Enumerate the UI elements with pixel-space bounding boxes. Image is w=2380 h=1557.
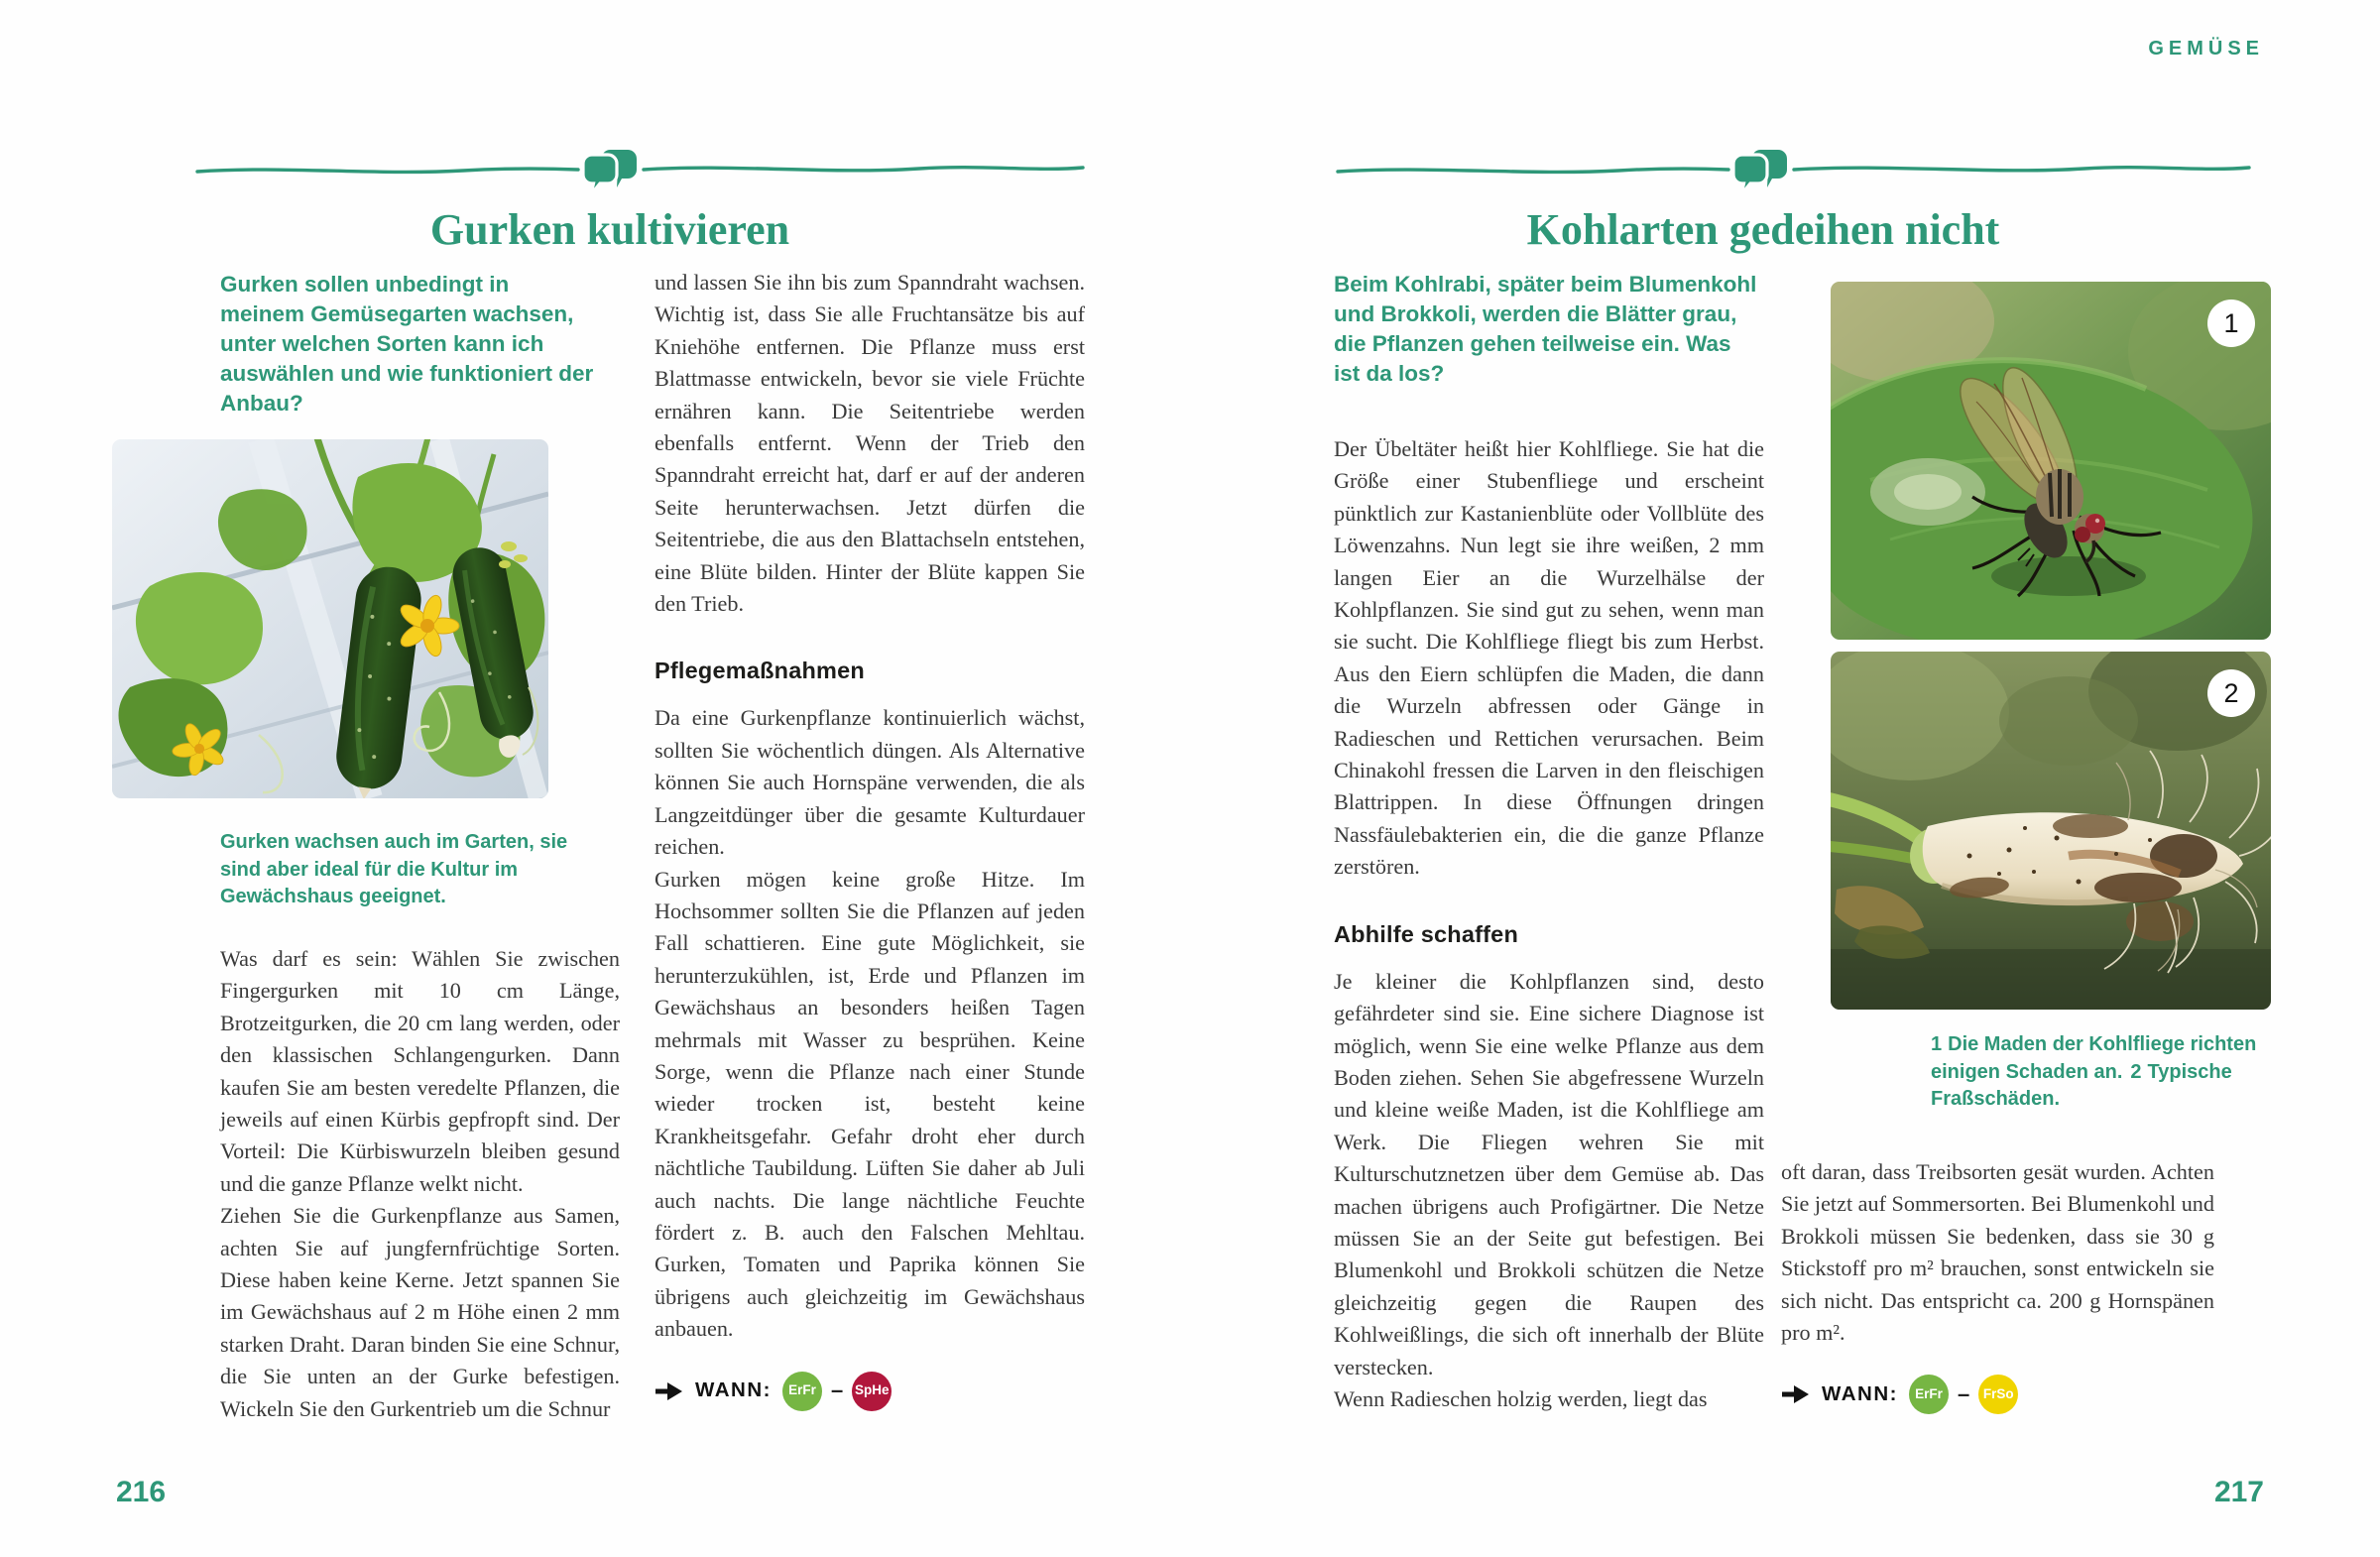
- section-heading: Pflegemaßnahmen: [654, 658, 865, 684]
- paragraph: Da eine Gurkenpflanze kontinuierlich wächst, sollten Sie wöchentlich düngen. Als Alternative können Sie auch Hornspäne verwenden, die als Langzeitdünger über die gesamte Kulturdauer reichen.: [654, 705, 1085, 860]
- paragraph: und lassen Sie ihn bis zum Spanndraht wachsen. Wichtig ist, dass Sie alle Fruchtansätze bis auf Kniehöhe entfernen. Die Pflanze muss erst Blattmasse entwickeln, bevor sie viele Früchte ernähren kann. Die Seitentriebe werden ebenfalls entfernt. Wenn der Trieb den Spanndraht erreicht hat, darf er auf der anderen Seite herunterwachsen. Jetzt dürfen die Seitentriebe, die aus den Blattachseln entstehen, eine Blüte bilden. Hinter der Blüte kappen Sie den Trieb.: [654, 270, 1085, 617]
- decorative-divider: [195, 145, 1085, 196]
- paragraph: Was darf es sein: Wählen Sie zwischen Fingergurken mit 10 cm Länge, Brotzeitgurken, die 20 cm lang werden, oder den klassischen Schlangengurken. Dann kaufen Sie am besten veredelte Pflanzen, die jeweils auf einen Kürbis gepfropft sind. Der Vorteil: Die Kürbiswurzeln bleiben gesund und die ganze Pflanze welkt nicht.: [220, 946, 620, 1196]
- greenhouse-cucumbers-illustration: [112, 439, 548, 798]
- page-number-right: 217: [2213, 1476, 2264, 1508]
- photo-caption-right: [1931, 1031, 2280, 1114]
- page-number-left: 216: [116, 1476, 167, 1508]
- question-text-left: Gurken sollen unbedingt in meinem Gemüsegarten wachsen, unter welchen Sorten kann ich auswählen und wie funktioniert der Anbau?: [220, 272, 594, 416]
- running-header: GEMÜSE: [2148, 38, 2264, 60]
- question-text-right: Beim Kohlrabi, später beim Blumenkohl und Brokkoli, werden die Blätter grau, die Pflanzen gehen teilweise ein. Was ist da los?: [1334, 272, 1757, 386]
- photo-cucumbers: [112, 439, 548, 798]
- badge-separator: –: [830, 1377, 844, 1403]
- photo-root-damage: [1831, 652, 2271, 1010]
- damaged-root-illustration: [1831, 652, 2271, 1010]
- paragraph: Gurken mögen keine große Hitze. Im Hochsommer sollten Sie die Pflanzen auf jeden Fall schattieren. Eine gute Möglichkeit, sie herunterzukühlen, ist, Erde und Pflanzen im Gewächshaus an besonders heißen Tagen mehrmals mit Wasser zu besprühen. Keine Sorge, wenn die Pflanze nach einer Stunde wieder trocken ist, besteht keine Krankheitsgefahr. Gefahr droht eher durch nächtliche Taubildung. Lüften Sie daher ab Juli auch nachts. Die lange nächtliche Feuchte fördert z. B. auch den Falschen Mehltau. Gurken, Tomaten und Paprika können Sie übrigens auch gleichzeitig im Gewächshaus anbauen.: [654, 866, 1085, 1342]
- body-column-2-left: [654, 267, 1085, 1411]
- paragraph: Wenn Radieschen holzig werden, liegt das: [1334, 1385, 1708, 1411]
- cabbage-fly-illustration: [1831, 282, 2271, 640]
- article-title-left: Gurken kultivieren: [429, 205, 790, 254]
- paragraph: oft daran, dass Treibsorten gesät wurden. Achten Sie jetzt auf Sommersorten. Bei Blumenkohl und Brokkoli müssen Sie bedenken, dass sie 30 g Stickstoff pro m² brauchen, sonst entwickeln sie sich nicht. Das entspricht ca. 200 g Hornspänen pro m².: [1781, 1159, 2214, 1346]
- speech-bubbles-icon: [583, 150, 637, 194]
- body-column-1-left: [220, 943, 620, 1425]
- season-badge-erfr: ErFr: [782, 1372, 822, 1411]
- body-column-2-right: [1781, 1156, 2214, 1414]
- season-badge-frso: FrSo: [1978, 1375, 2018, 1414]
- paragraph: Der Übeltäter heißt hier Kohlfliege. Sie hat die Größe einer Stubenfliege und erscheint pünktlich zur Kastanienblüte oder Vollblüte des Löwenzahns. Nun legt sie ihre weißen, 2 mm langen Eier an die Wurzelhälse der Kohlpflanzen. Sie sind gut zu sehen, wenn man sie sucht. Die Kohlfliege fliegt bis zum Herbst. Aus den Eiern schlüpfen die Maden, die dann die Wurzeln abfressen oder Gänge in Radieschen und Rettichen verursachen. Beim Chinakohl fressen die Larven in den fleischigen Blattrippen. In diese Öffnungen dringen Nassfäulebakterien ein, die die ganze Pflanze zerstören.: [1334, 436, 1764, 880]
- photo-badge-number-1: 1: [2223, 308, 2239, 338]
- paragraph: Ziehen Sie die Gurkenpflanze aus Samen, achten Sie auf jungfernfrüchtige Sorten. Diese haben keine Kerne. Jetzt spannen Sie im Gewächshaus auf 2 m Höhe einen 2 mm starken Draht. Daran binden Sie eine Schnur, die Sie unten an der Gurke befestigen. Wickeln Sie den Gurkentrieb um die Schnur: [220, 1203, 620, 1421]
- speech-bubbles-icon: [1733, 150, 1787, 194]
- wann-row-left: [654, 1372, 1085, 1411]
- photo-badge-number-2: 2: [2223, 678, 2239, 708]
- season-badge-sphe: SpHe: [852, 1372, 892, 1411]
- article-title-right: Kohlarten gedeihen nicht: [1526, 205, 2000, 254]
- wann-label: WANN:: [1822, 1382, 1898, 1406]
- caption-number: 2: [2130, 1060, 2142, 1083]
- arrow-right-icon: [1781, 1384, 1811, 1404]
- section-heading: Abhilfe schaffen: [1334, 920, 1519, 947]
- caption-text: Typische Fraßschäden.: [1931, 1060, 2232, 1110]
- photo-caption-left: Gurken wachsen auch im Garten, sie sind aber ideal für die Kultur im Gewächshaus geeignet.: [220, 831, 568, 907]
- paragraph: Je kleiner die Kohlpflanzen sind, desto gefährdeter sind sie. Eine sichere Diagnose ist möglich, wenn Sie eine welke Pflanze aus dem Boden ziehen. Sehen Sie abgefressene Wurzeln und kleine weiße Maden, ist die Kohlfliege am Werk. Die Fliegen wehren Sie mit Kulturschutznetzen über dem Gemüse ab. Das machen übrigens auch Profigärtner. Die Netze müssen Sie an der Seite gut befestigen. Bei Blumenkohl und Brokkoli schützen die Netze gleichzeitig gegen die Raupen des Kohlweißlings, die sich oft innerhalb der Blüte verstecken.: [1334, 968, 1764, 1379]
- caption-text: Die Maden der Kohlfliege richten einigen Schaden an.: [1931, 1033, 2257, 1083]
- wann-label: WANN:: [695, 1378, 772, 1402]
- wann-row-right: [1781, 1375, 2214, 1414]
- arrow-right-icon: [654, 1381, 684, 1401]
- decorative-divider: [1336, 145, 2251, 196]
- photo-cabbage-fly: [1831, 282, 2271, 640]
- season-badge-erfr: ErFr: [1909, 1375, 1949, 1414]
- badge-separator: –: [1957, 1381, 1970, 1407]
- caption-number: 1: [1931, 1033, 1943, 1055]
- body-column-1-right: [1334, 433, 1764, 1415]
